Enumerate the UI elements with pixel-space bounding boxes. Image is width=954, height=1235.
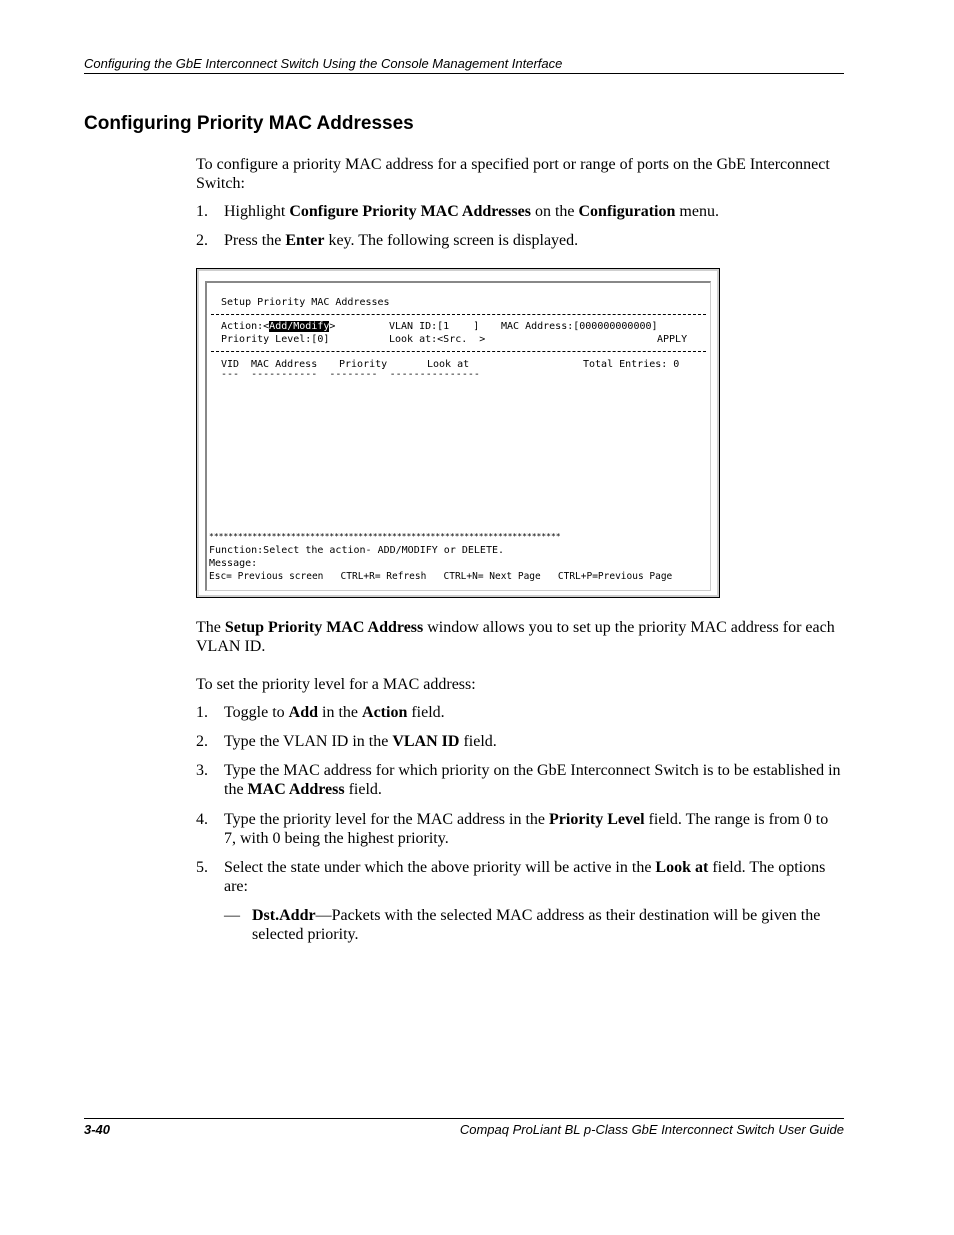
- vlan-id-field[interactable]: VLAN ID:[1 ]: [389, 321, 480, 332]
- running-footer: [84, 1118, 844, 1137]
- key-help-line: Esc= Previous screen CTRL+R= Refresh CTRL+N= Next Page CTRL+P=Previous Page: [209, 571, 673, 582]
- console-divider: [211, 314, 706, 315]
- option-text: Dst.Addr—Packets with the selected MAC address as their destination will be given the selected priority.: [252, 907, 821, 943]
- step-number: 4.: [196, 811, 208, 828]
- mac-address-field[interactable]: MAC Address:[000000000000]: [501, 321, 658, 332]
- console-title: Setup Priority MAC Addresses: [221, 297, 390, 308]
- step-number: 2.: [196, 733, 208, 750]
- col-priority: Priority: [339, 359, 388, 370]
- apply-button[interactable]: APPLY: [657, 334, 688, 345]
- function-line: Function:Select the action- ADD/MODIFY or DELETE.: [209, 545, 505, 556]
- paragraph-set-priority: To set the priority level for a MAC address:: [196, 676, 476, 693]
- step-text: Type the VLAN ID in the VLAN ID field.: [224, 733, 497, 750]
- console-divider: [211, 351, 706, 352]
- option-dash: —: [224, 907, 240, 924]
- message-line: Message:: [209, 558, 258, 569]
- look-at-field[interactable]: Look at:<Src. >: [389, 334, 486, 345]
- step-text: Select the state under which the above priority will be active in the Look at field. The options are:: [224, 859, 826, 895]
- paragraph-setup-window: The Setup Priority MAC Address window allows you to set up the priority MAC address for each VLAN ID.: [196, 619, 835, 655]
- running-header: [84, 56, 844, 74]
- page-number: 3-40: [84, 1122, 111, 1137]
- total-entries: Total Entries: 0: [583, 359, 680, 370]
- col-mac-address: MAC Address: [251, 359, 318, 370]
- step-text: Highlight Configure Priority MAC Addresses on the Configuration menu.: [224, 203, 719, 220]
- console-screenshot: [196, 268, 720, 598]
- section-title: Configuring Priority MAC Addresses: [84, 113, 414, 134]
- running-header-text: Configuring the GbE Interconnect Switch Using the Console Management Interface: [84, 56, 563, 71]
- intro-paragraph: To configure a priority MAC address for a specified port or range of ports on the GbE Interconnect Switch:: [196, 156, 830, 192]
- console-window: [205, 281, 711, 591]
- column-underline: --- ----------- -------- ---------------: [221, 369, 480, 380]
- col-vid: VID: [221, 359, 240, 370]
- step-number: 2.: [196, 232, 208, 249]
- action-value: Add/Modify: [269, 321, 330, 332]
- step-text: Toggle to Add in the Action field.: [224, 704, 445, 721]
- step-text: Type the MAC address for which priority on the GbE Interconnect Switch is to be established in the MAC Address field.: [224, 762, 841, 798]
- step-text: Type the priority level for the MAC address in the Priority Level field. The range is from 0 to 7, with 0 being the highest priority.: [224, 811, 829, 847]
- step-number: 1.: [196, 203, 208, 220]
- step-number: 5.: [196, 859, 208, 876]
- guide-title: Compaq ProLiant BL p-Class GbE Interconnect Switch User Guide: [459, 1122, 844, 1137]
- col-look-at: Look at: [427, 359, 470, 370]
- step-text: Press the Enter key. The following screen is displayed.: [224, 232, 579, 249]
- step-number: 1.: [196, 704, 208, 721]
- action-field[interactable]: Action:<Add/Modify>: [221, 321, 336, 332]
- step-number: 3.: [196, 762, 208, 779]
- console-stars: *************************************************************************: [209, 532, 561, 541]
- priority-level-field[interactable]: Priority Level:[0]: [221, 334, 330, 345]
